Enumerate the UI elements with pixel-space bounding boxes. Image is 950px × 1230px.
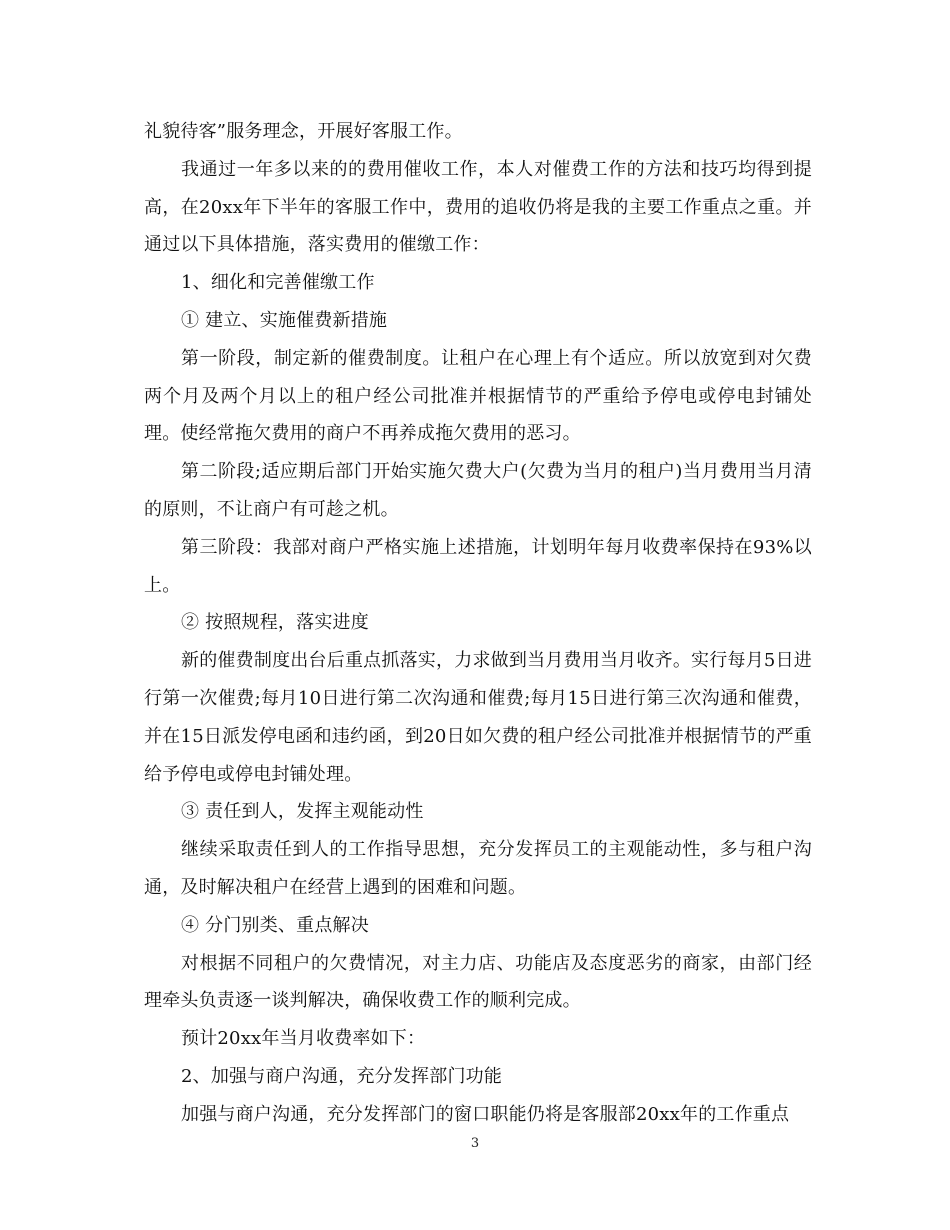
paragraph: 对根据不同租户的欠费情况，对主力店、功能店及态度恶劣的商家，由部门经理牵头负责逐一谈判解决，确保收费工作的顺利完成。 — [144, 952, 812, 1012]
page-number: 3 — [470, 1136, 480, 1151]
paragraph: ① 建立、实施催费新措施 — [181, 309, 388, 331]
paragraph: 第二阶段;适应期后部门开始实施欠费大户(欠费为当月的租户)当月费用当月清的原则，不让商户有可趁之机。 — [144, 461, 812, 520]
paragraph: 我通过一年多以来的的费用催收工作，本人对催费工作的方法和技巧均得到提高，在20xx年下半年的客服工作中，费用的追收仍将是我的主要工作重点之重。并通过以下具体措施，落实费用的催缴工作： — [144, 158, 812, 256]
paragraph: ④ 分门别类、重点解决 — [181, 914, 369, 936]
paragraph: 1、细化和完善催缴工作 — [181, 272, 375, 294]
document-body — [144, 113, 812, 1134]
paragraph: 第三阶段：我部对商户严格实施上述措施，计划明年每月收费率保持在93%以上。 — [144, 536, 812, 596]
paragraph: 继续采取责任到人的工作指导思想，充分发挥员工的主观能动性，多与租户沟通，及时解决租户在经营上遇到的困难和问题。 — [144, 839, 812, 898]
paragraph: 新的催费制度出台后重点抓落实，力求做到当月费用当月收齐。实行每月5日进行第一次催费;每月10日进行第二次沟通和催费;每月15日进行第三次沟通和催费，并在15日派发停电函和违约函，到20日如欠费的租户经公司批准并根据情节的严重给予停电或停电封铺处理。 — [144, 650, 812, 785]
paragraph: ② 按照规程，落实进度 — [181, 612, 369, 634]
paragraph: 礼貌待客”服务理念，开展好客服工作。 — [144, 121, 463, 142]
paragraph: 预计20xx年当月收费率如下： — [181, 1028, 426, 1050]
paragraph: 加强与商户沟通，充分发挥部门的窗口职能仍将是客服部20xx年的工作重点 — [181, 1103, 790, 1125]
paragraph: 第一阶段，制定新的催费制度。让租户在心理上有个适应。所以放宽到对欠费两个月及两个月以上的租户经公司批准并根据情节的严重给予停电或停电封铺处理。使经常拖欠费用的商户不再养成拖欠费用的恶习。 — [144, 347, 812, 445]
paragraph: 2、加强与商户沟通，充分发挥部门功能 — [181, 1065, 503, 1087]
paragraph: ③ 责任到人，发挥主观能动性 — [181, 801, 424, 823]
